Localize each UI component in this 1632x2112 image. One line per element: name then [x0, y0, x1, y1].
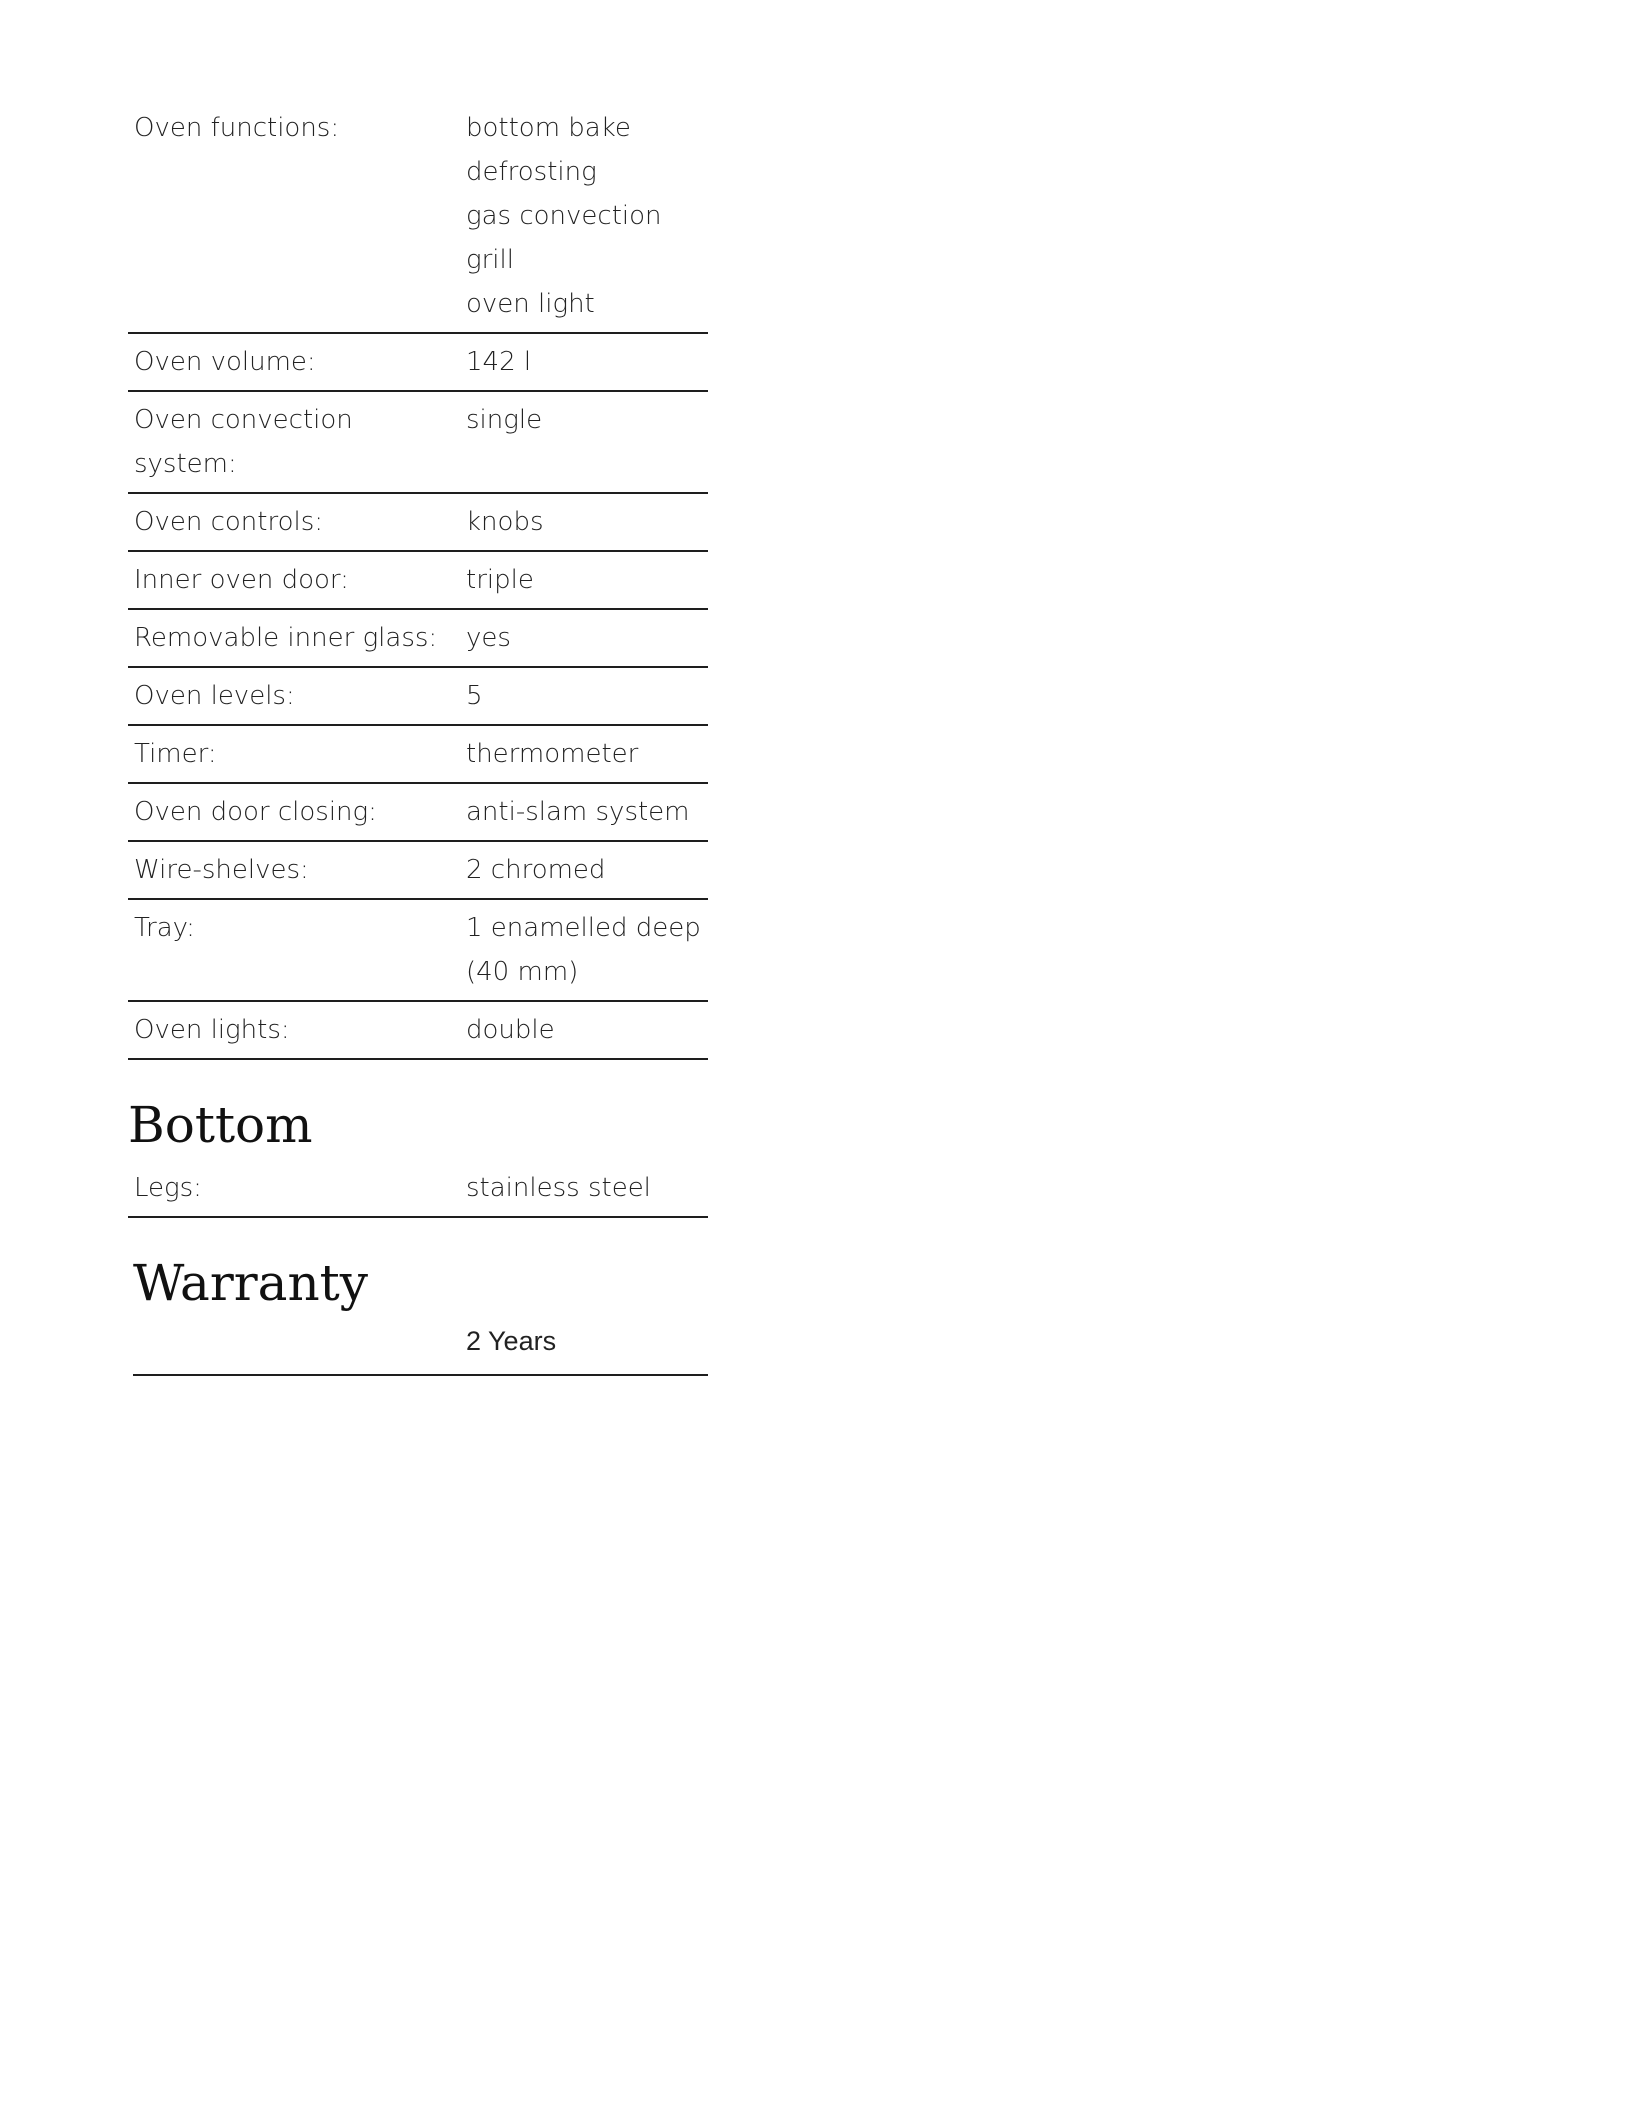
spec-value-line: gas convection	[466, 201, 662, 231]
spec-value-line: 2 chromed	[466, 855, 606, 885]
spec-label: Oven convection system:	[128, 391, 460, 493]
spec-value-line: anti-slam system	[466, 797, 690, 827]
spec-label: Timer:	[128, 725, 460, 783]
spec-value	[460, 609, 708, 667]
spec-value	[460, 841, 708, 899]
spec-value-line: bottom bake	[466, 113, 631, 143]
bottom-spec-table	[128, 1160, 708, 1218]
spec-value-line: 142 l	[466, 347, 532, 377]
spec-value-line: oven light	[466, 289, 595, 319]
spec-value-line: thermometer	[466, 739, 639, 769]
spec-value-line: grill	[466, 245, 514, 275]
spec-value	[460, 783, 708, 841]
spec-row	[128, 333, 708, 391]
spec-label: Oven lights:	[128, 1001, 460, 1059]
spec-value	[460, 333, 708, 391]
spec-document	[128, 100, 708, 1376]
spec-value-line: 5	[466, 681, 483, 711]
spec-label: Oven functions:	[128, 100, 460, 333]
spec-row	[128, 391, 708, 493]
spec-value-line: single	[466, 405, 543, 435]
spec-value-line: (40 mm)	[466, 957, 579, 987]
oven-spec-table	[128, 100, 708, 1060]
spec-value	[460, 100, 708, 333]
spec-value	[460, 899, 708, 1001]
bottom-section-heading: Bottom	[128, 1096, 313, 1154]
spec-label: Tray:	[128, 899, 460, 1001]
spec-label: Oven door closing:	[128, 783, 460, 841]
spec-value-line: double	[466, 1015, 555, 1045]
bottom-spec-body	[128, 1160, 708, 1217]
spec-row	[128, 899, 708, 1001]
spec-label: Oven volume:	[128, 333, 460, 391]
spec-label: Legs:	[128, 1160, 460, 1217]
oven-spec-body	[128, 100, 708, 1059]
spec-value	[460, 667, 708, 725]
spec-row	[128, 551, 708, 609]
spec-row	[128, 667, 708, 725]
spec-label: Removable inner glass:	[128, 609, 460, 667]
spec-value-line: 1 enamelled deep	[466, 913, 701, 943]
spec-value	[460, 725, 708, 783]
spec-value-line: triple	[466, 565, 534, 595]
spec-row	[128, 841, 708, 899]
spec-value-line: yes	[466, 623, 511, 653]
spec-row	[128, 1001, 708, 1059]
spec-row	[128, 493, 708, 551]
spec-value-line: defrosting	[466, 157, 597, 187]
spec-label: Wire-shelves:	[128, 841, 460, 899]
spec-row	[128, 783, 708, 841]
spec-label: Inner oven door:	[128, 551, 460, 609]
spec-value-line: stainless steel	[466, 1173, 651, 1203]
spec-value-line: knobs	[466, 507, 544, 537]
spec-row	[128, 725, 708, 783]
spec-value	[460, 1160, 708, 1217]
warranty-section	[133, 1254, 708, 1376]
warranty-value: 2 Years	[466, 1326, 557, 1356]
spec-row	[128, 100, 708, 333]
spec-value	[460, 551, 708, 609]
spec-value	[460, 391, 708, 493]
warranty-section-heading: Warranty	[133, 1254, 369, 1312]
spec-label: Oven controls:	[128, 493, 460, 551]
spec-label: Oven levels:	[128, 667, 460, 725]
spec-value	[460, 1001, 708, 1059]
spec-value	[460, 493, 708, 551]
spec-row	[128, 1160, 708, 1217]
spec-row	[128, 609, 708, 667]
